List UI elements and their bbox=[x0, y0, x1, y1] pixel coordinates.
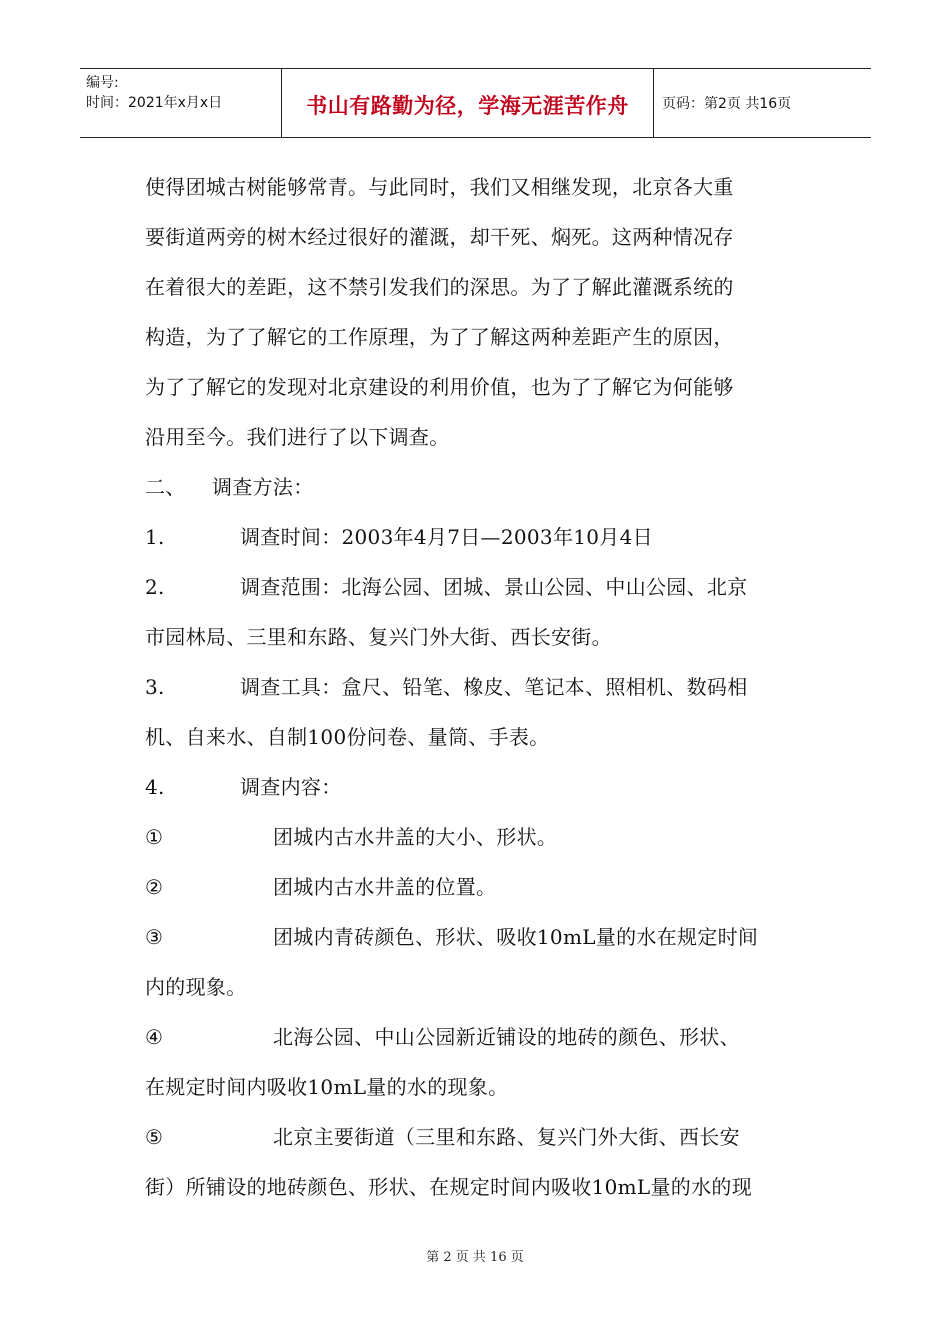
paragraph-line: 在着很大的差距，这不禁引发我们的深思。为了了解此灌溉系统的 bbox=[145, 275, 734, 299]
motto: 书山有路勤为径，学海无涯苦作舟 bbox=[306, 94, 629, 118]
sub-item-continuation: 内的现象。 bbox=[145, 975, 247, 999]
section-heading bbox=[145, 462, 810, 512]
document-body bbox=[145, 162, 810, 1212]
list-item bbox=[145, 762, 810, 812]
header-meta-cell bbox=[80, 69, 282, 137]
item-text: 调查范围：北海公园、团城、景山公园、中山公园、北京 bbox=[240, 575, 748, 599]
footer-page-number: 第 2 页 共 16 页 bbox=[426, 1250, 524, 1265]
sub-item-marker: ① bbox=[145, 825, 164, 849]
sub-item-marker: ② bbox=[145, 875, 164, 899]
sub-item-marker: ④ bbox=[145, 1025, 164, 1049]
paragraph-line: 沿用至今。我们进行了以下调查。 bbox=[145, 425, 450, 449]
sub-item-text: 北海公园、中山公园新近铺设的地砖的颜色、形状、 bbox=[273, 1025, 740, 1049]
sub-item-marker: ③ bbox=[145, 925, 164, 949]
item-text: 调查工具：盒尺、铅笔、橡皮、笔记本、照相机、数码相 bbox=[240, 675, 748, 699]
header-page-cell bbox=[654, 69, 871, 137]
sub-item bbox=[145, 1112, 810, 1162]
paragraph-line: 构造，为了了解它的工作原理，为了了解这两种差距产生的原因， bbox=[145, 325, 734, 349]
list-item bbox=[145, 562, 810, 612]
number-label: 编号: bbox=[86, 75, 119, 91]
sub-item-text: 团城内青砖颜色、形状、吸收10mL量的水在规定时间 bbox=[273, 925, 759, 949]
paragraph-line: 要街道两旁的树木经过很好的灌溉，却干死、焖死。这两种情况存 bbox=[145, 225, 734, 249]
paragraph-line: 使得团城古树能够常青。与此同时，我们又相继发现，北京各大重 bbox=[145, 175, 734, 199]
item-number: 4. bbox=[145, 775, 165, 799]
item-continuation: 机、自来水、自制100份问卷、量筒、手表。 bbox=[145, 725, 550, 749]
sub-item-continuation: 在规定时间内吸收10mL量的水的现象。 bbox=[145, 1075, 509, 1099]
time-label: 时间：2021年x月x日 bbox=[86, 95, 223, 111]
list-item bbox=[145, 512, 810, 562]
item-text: 调查内容： bbox=[240, 775, 342, 799]
sub-item-text: 团城内古水井盖的大小、形状。 bbox=[273, 825, 558, 849]
list-item bbox=[145, 662, 810, 712]
sub-item-marker: ⑤ bbox=[145, 1125, 164, 1149]
sub-item-text: 北京主要街道（三里和东路、复兴门外大街、西长安 bbox=[273, 1125, 740, 1149]
item-number: 2. bbox=[145, 575, 165, 599]
item-text: 调查时间：2003年4月7日—2003年10月4日 bbox=[240, 525, 653, 549]
paragraph-line: 为了了解它的发现对北京建设的利用价值，也为了了解它为何能够 bbox=[145, 375, 734, 399]
item-number: 1. bbox=[145, 525, 165, 549]
item-continuation: 市园林局、三里和东路、复兴门外大街、西长安街。 bbox=[145, 625, 612, 649]
page-header bbox=[80, 68, 871, 138]
section-number: 二、 bbox=[145, 475, 186, 499]
page-footer bbox=[0, 1246, 950, 1265]
sub-item bbox=[145, 912, 810, 962]
sub-item-continuation: 街）所铺设的地砖颜色、形状、在规定时间内吸收10mL量的水的现 bbox=[145, 1175, 752, 1199]
item-number: 3. bbox=[145, 675, 165, 699]
header-motto-cell bbox=[282, 69, 654, 137]
section-title: 调查方法： bbox=[212, 475, 314, 499]
page-code: 页码：第2页 共16页 bbox=[662, 96, 792, 112]
sub-item bbox=[145, 1012, 810, 1062]
sub-item bbox=[145, 812, 810, 862]
sub-item-text: 团城内古水井盖的位置。 bbox=[273, 875, 497, 899]
sub-item bbox=[145, 862, 810, 912]
